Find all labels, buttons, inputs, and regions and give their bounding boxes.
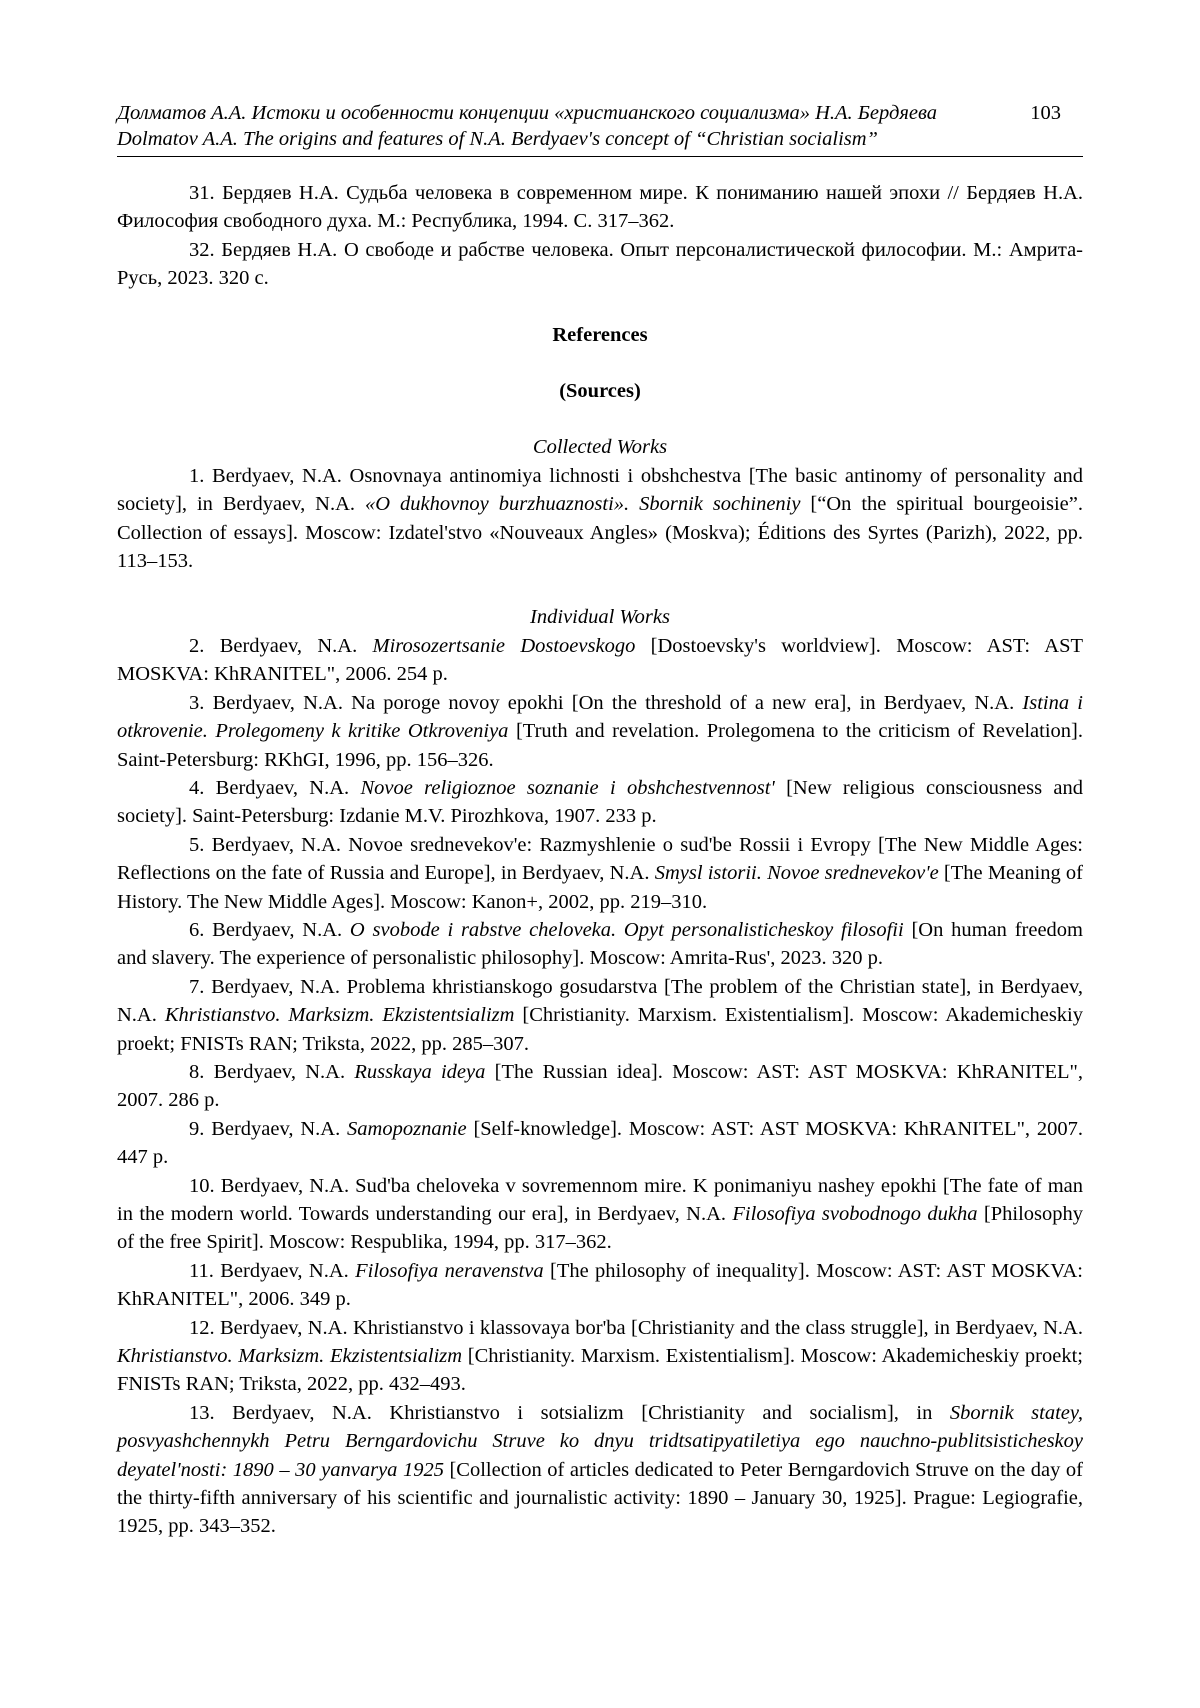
reference-title: O svobode i rabstve cheloveka. Opyt personalisticheskoy filosofii	[349, 918, 904, 941]
reference-text: [Self-knowledge]. Moscow: AST: AST MOSKVA: KhRANITEL", 2007. 447 p.	[117, 1117, 1084, 1169]
reference-item	[117, 1314, 1083, 1399]
page	[117, 100, 1083, 1541]
russian-references-list	[117, 179, 1083, 293]
reference-text: [Dostoevsky's worldview]. Moscow: AST: AST MOSKVA: KhRANITEL", 2006. 254 p.	[117, 634, 1083, 686]
reference-text: 8. Berdyaev, N.A.	[189, 1060, 355, 1083]
reference-item	[117, 916, 1083, 973]
references-heading: References	[552, 323, 648, 346]
reference-text: 7. Berdyaev, N.A. Problema khristianskogo gosudarstva [The problem of the Christian state], in Berdyaev, N.A.	[117, 975, 1083, 1027]
reference-item	[117, 689, 1083, 774]
reference-text: 13. Berdyaev, N.A. Khristianstvo i sotsializm [Christianity and socialism], in	[189, 1401, 950, 1424]
reference-item	[117, 1058, 1083, 1115]
reference-item	[117, 973, 1083, 1058]
reference-text: 5. Berdyaev, N.A. Novoe srednevekov'e: Razmyshlenie o sud'be Rossii i Evropy [The New Middle Ages: Reflections on the fate of Russia and Europe], in Berdyaev, N.A.	[117, 833, 1083, 885]
reference-text: [The philosophy of inequality]. Moscow: AST: AST MOSKVA: KhRANITEL", 2006. 349 p.	[117, 1259, 1083, 1311]
reference-item	[117, 1172, 1083, 1257]
reference-text: [The Russian idea]. Moscow: AST: AST MOSKVA: KhRANITEL", 2007. 286 p.	[117, 1060, 1083, 1112]
reference-item	[117, 462, 1083, 576]
reference-text: [New religious consciousness and society]. Saint-Petersburg: Izdanie M.V. Pirozhkova, 1907. 233 p.	[117, 776, 1083, 828]
reference-text: 10. Berdyaev, N.A. Sud'ba cheloveka v sovremennom mire. K ponimaniyu nashey epokhi [The fate of man in the modern world. Towards understanding our era], in Berdyaev, N.A.	[117, 1174, 1083, 1225]
reference-title: «O dukhovnoy burzhuaznosti». Sbornik sochineniy	[364, 493, 801, 516]
header-title-en: Dolmatov A.A. The origins and features of N.A. Berdyaev's concept of “Christian socialism”	[117, 128, 878, 150]
reference-text: 12. Berdyaev, N.A. Khristianstvo i klassovaya bor'ba [Christianity and the class struggle], in Berdyaev, N.A.	[189, 1316, 1083, 1339]
individual-works-heading: Individual Works	[530, 606, 670, 629]
reference-text: [Christianity. Marxism. Existentialism]. Moscow: Akademicheskiy proekt; FNISTs RAN; Triksta, 2022, pp. 432–493.	[117, 1345, 1083, 1396]
reference-text: 6. Berdyaev, N.A.	[189, 918, 350, 941]
reference-text: [On human freedom and slavery. The experience of personalistic philosophy]. Moscow: Amrita-Rus', 2023. 320 p.	[117, 918, 1083, 970]
page-number: 103	[1030, 102, 1061, 124]
reference-title: Istina i otkrovenie. Prolegomeny k kritike Otkroveniya	[117, 691, 1083, 743]
header-title-ru: Долматов А.А. Истоки и особенности концепции «христианского социализма» Н.А. Бердяева	[117, 102, 937, 124]
reference-title: Mirosozertsanie Dostoevskogo	[372, 634, 636, 657]
reference-text: 1. Berdyaev, N.A. Osnovnaya antinomiya lichnosti i obshchestva [The basic antinomy of personality and society], in Berdyaev, N.A.	[117, 464, 1083, 516]
reference-item	[117, 632, 1083, 689]
reference-text: 4. Berdyaev, N.A.	[189, 776, 361, 799]
running-header	[117, 100, 1083, 157]
reference-text: [The Meaning of History. The New Middle Ages]. Moscow: Kanon+, 2002, pp. 219–310.	[117, 862, 1083, 913]
reference-title: Filosofiya svobodnogo dukha	[732, 1203, 978, 1225]
sources-heading: (Sources)	[559, 380, 641, 403]
reference-title: Filosofiya neravenstva	[355, 1259, 544, 1282]
reference-item	[117, 831, 1083, 916]
reference-title: Russkaya ideya	[354, 1060, 486, 1083]
reference-item	[117, 1399, 1083, 1541]
reference-text: 11. Berdyaev, N.A.	[189, 1259, 356, 1282]
reference-text: 9. Berdyaev, N.A.	[189, 1117, 348, 1140]
reference-title: Novoe religioznoe soznanie i obshchestvennost'	[360, 776, 775, 799]
individual-works-list	[117, 632, 1083, 1541]
reference-text: [Truth and revelation. Prolegomena to the criticism of Revelation]. Saint-Petersburg: RKhGI, 1996, pp. 156–326.	[117, 720, 1083, 771]
reference-text: [Collection of articles dedicated to Peter Berngardovich Struve on the day of the thirty-fifth anniversary of his scientific and journalistic activity: 1890 – January 30, 1925]. Prague: Legiografie, 1925, pp. 343–352.	[117, 1458, 1083, 1538]
references-body	[117, 179, 1083, 1541]
reference-item	[117, 774, 1083, 831]
reference-title: Smysl istorii. Novoe srednevekov'e	[654, 862, 939, 885]
reference-title: Sbornik statey, posvyashchennykh Petru Berngardovichu Struve ko dnyu tridtsatipyatiletiya ego nauchno-publitsisticheskoy deyatel'nosti: 1890 – 30 yanvarya 1925	[117, 1401, 1083, 1481]
reference-title: Khristianstvo. Marksizm. Ekzistentsializm	[164, 1004, 515, 1027]
collected-works-list	[117, 462, 1083, 576]
reference-text: [“On the spiritual bourgeoisie”. Collection of essays]. Moscow: Izdatel'stvo «Nouveaux Angles» (Moskva); Éditions des Syrtes (Parizh), 2022, pp. 113–153.	[117, 493, 1083, 573]
reference-item	[117, 1115, 1083, 1172]
reference-text: 2. Berdyaev, N.A.	[189, 634, 373, 657]
reference-text: [Philosophy of the free Spirit]. Moscow: Respublika, 1994, pp. 317–362.	[117, 1203, 1083, 1254]
reference-title: Samopoznanie	[347, 1117, 467, 1140]
reference-item	[117, 1257, 1083, 1314]
reference-item: 32. Бердяев Н.А. О свободе и рабстве человека. Опыт персоналистической философии. М.: Амрита-Русь, 2023. 320 с.	[117, 238, 1083, 290]
reference-text: [Christianity. Marxism. Existentialism]. Moscow: Akademicheskiy proekt; FNISTs RAN; Triksta, 2022, pp. 285–307.	[117, 1004, 1083, 1055]
reference-title: Khristianstvo. Marksizm. Ekzistentsializm	[117, 1345, 463, 1368]
reference-text: 3. Berdyaev, N.A. Na poroge novoy epokhi [On the threshold of a new era], in Berdyaev, N.A.	[189, 691, 1023, 714]
reference-item: 31. Бердяев Н.А. Судьба человека в современном мире. К пониманию нашей эпохи // Бердяев Н.А. Философия свободного духа. М.: Республика, 1994. С. 317–362.	[117, 182, 1083, 233]
collected-works-heading: Collected Works	[532, 436, 668, 459]
